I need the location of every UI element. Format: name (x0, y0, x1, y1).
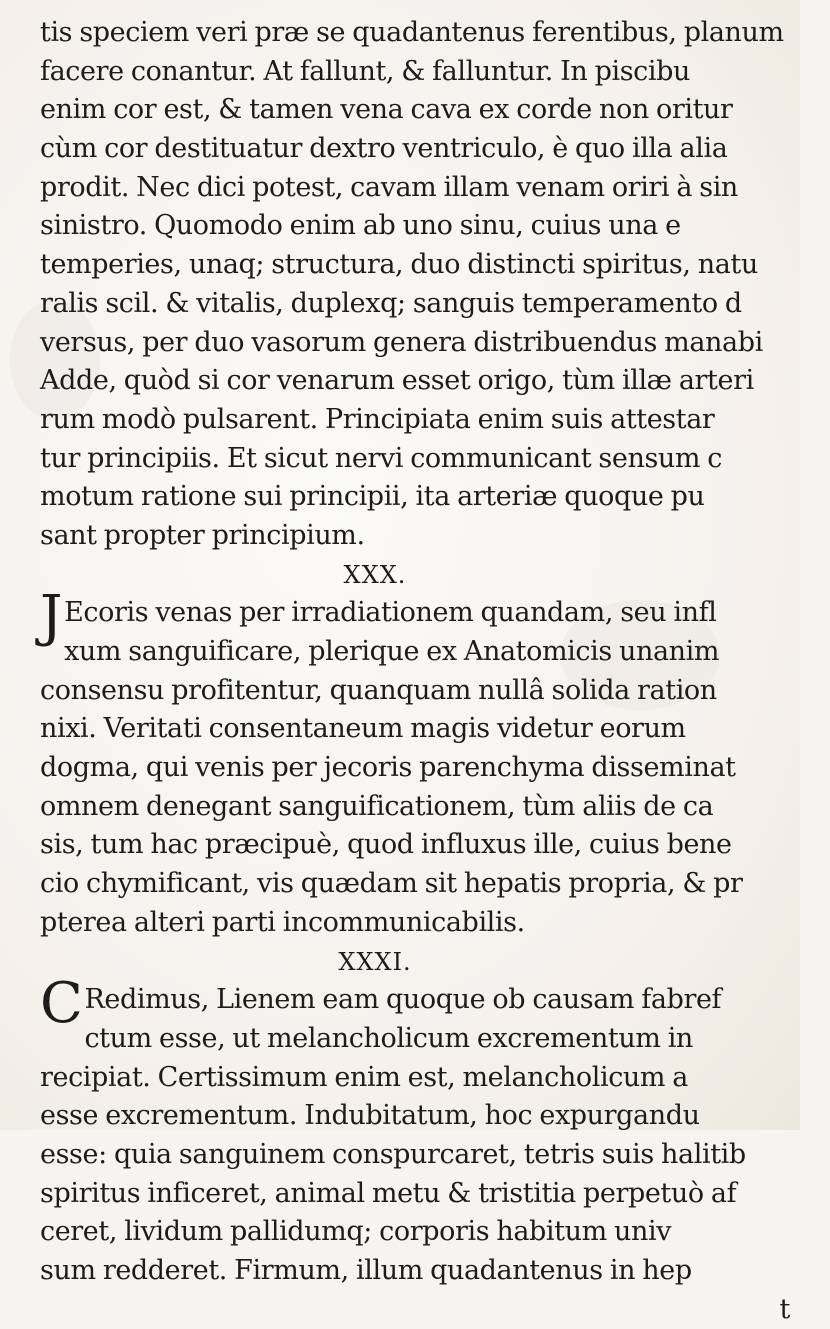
text-line: sis, tum hac præcipuè, quod influxus ille, cuius bene (40, 829, 732, 861)
text-line: cùm cor destituatur dextro ventriculo, è quo illa alia (40, 133, 728, 165)
section-heading: XXX. (343, 560, 407, 589)
text-line: esse excrementum. Indubitatum, hoc expurgandu (40, 1100, 700, 1132)
text-line: tur principiis. Et sicut nervi communicant sensum c (40, 442, 723, 474)
text-line: consensu profitentur, quanquam nullâ solida ration (40, 674, 717, 706)
catchword: t (779, 1293, 790, 1325)
text-line: sant propter principium. (40, 519, 365, 551)
text-line: versus, per duo vasorum genera distribuendus manabi (40, 326, 763, 358)
paragraph (40, 971, 830, 1329)
text-line: xum sanguificare, plerique ex Anatomicis unanim (64, 636, 720, 667)
text-line: Adde, quòd si cor venarum esset origo, tùm illæ arteri (40, 365, 754, 397)
drop-cap: J (40, 584, 63, 650)
text-line: prodit. Nec dici potest, cavam illam venam oriri à sin (40, 171, 738, 203)
text-line: sum redderet. Firmum, illum quadantenus in hep (40, 1255, 692, 1286)
text-line: spiritus inficeret, animal metu & tristitia perpetuò af (40, 1177, 737, 1209)
text-line: esse: quia sanguinem conspurcaret, tetris suis halitib (40, 1138, 746, 1170)
text-line: enim cor est, & tamen vena cava ex corde non oritur (40, 94, 733, 126)
text-line: ceret, lividum pallidumq; corporis habitum univ (40, 1216, 672, 1248)
section-heading: XXXI. (338, 947, 412, 976)
text-line: facere conantur. At fallunt, & falluntur. In piscibu (40, 55, 691, 87)
page-text (40, 14, 830, 1329)
text-line: Redimus, Lienem eam quoque ob causam fabref (84, 984, 722, 1016)
text-line: cio chymificant, vis quædam sit hepatis propria, & pr (40, 868, 743, 900)
text-line: omnem denegant sanguificationem, tùm aliis de ca (40, 790, 714, 822)
drop-cap: C (40, 971, 83, 1037)
text-line: dogma, qui venis per jecoris parenchyma disseminat (40, 752, 736, 784)
text-line: motum ratione sui principii, ita arteriæ quoque pu (40, 481, 705, 513)
text-line: temperies, unaq; structura, duo distincti spiritus, natu (40, 249, 758, 281)
text-line: rum modò pulsarent. Principiata enim suis attestar (40, 403, 715, 435)
text-line: Ecoris venas per irradiationem quandam, seu infl (64, 597, 717, 629)
text-line: pterea alteri parti incommunicabilis. (40, 906, 525, 938)
paragraph (40, 584, 830, 942)
text-line: ralis scil. & vitalis, duplexq; sanguis temperamento d (40, 287, 742, 319)
text-line: nixi. Veritati consentaneum magis videtur eorum (40, 713, 686, 745)
text-line: recipiat. Certissimum enim est, melancholicum a (40, 1061, 688, 1093)
text-line: ctum esse, ut melancholicum excrementum in (84, 1022, 693, 1054)
text-line: tis speciem veri præ se quadantenus ferentibus, planum (40, 17, 784, 48)
text-line: sinistro. Quomodo enim ab uno sinu, cuius una e (40, 210, 681, 242)
